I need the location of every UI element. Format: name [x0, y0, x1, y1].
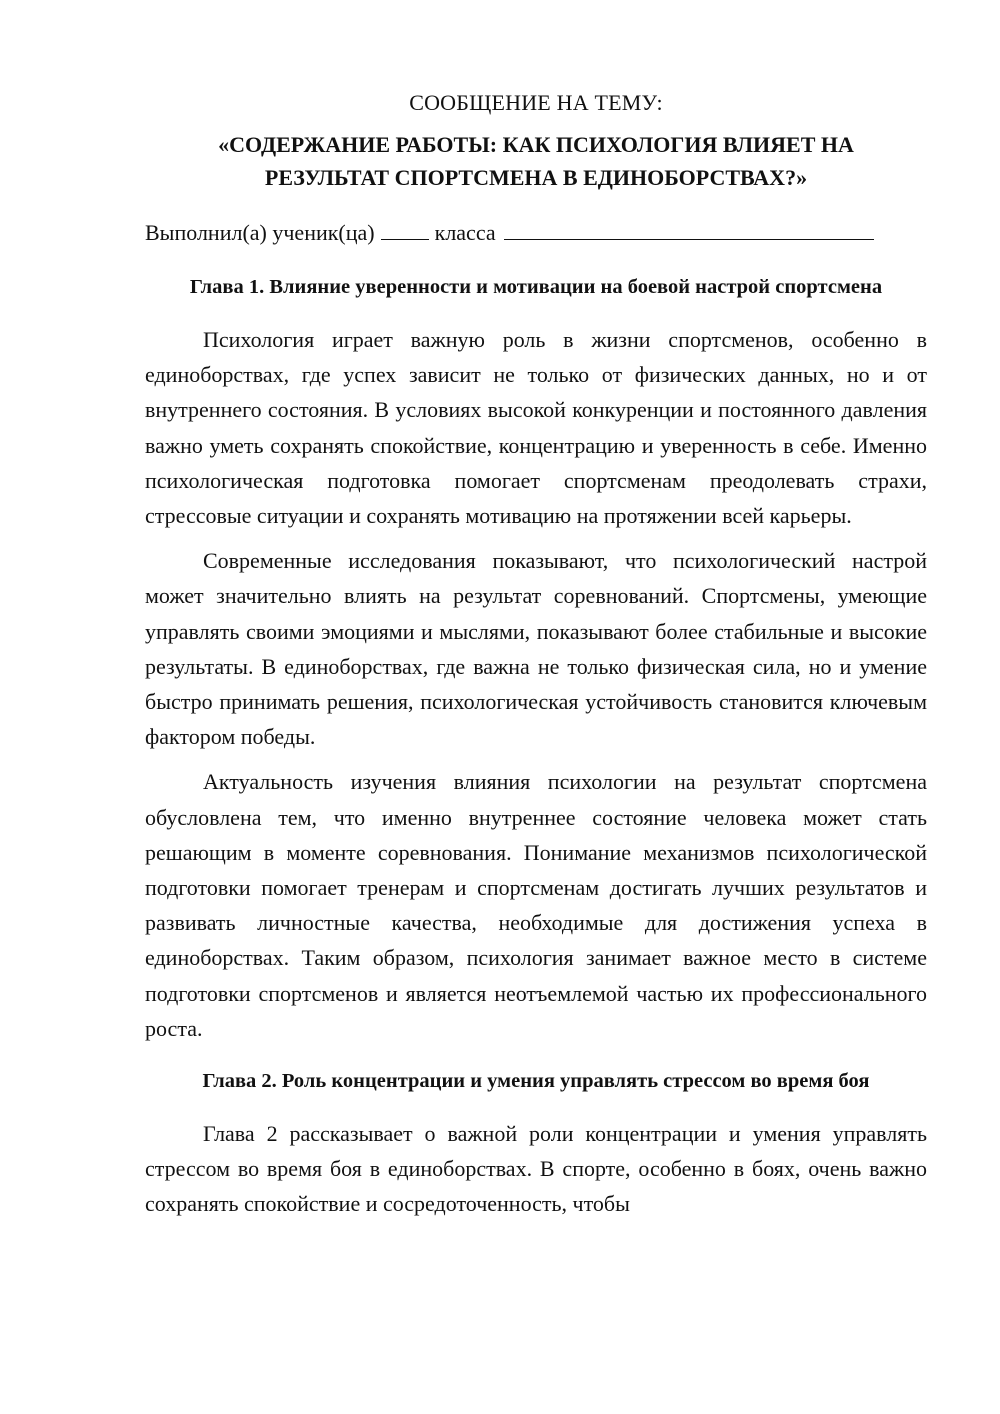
document-heading: СООБЩЕНИЕ НА ТЕМУ: — [409, 90, 663, 115]
class-label: класса — [434, 220, 496, 245]
chapter-1-paragraph-1: Психология играет важную роль в жизни спортсменов, особенно в единоборствах, где успех зависит не только от физических данных, но и от внутреннего состояния. В условиях высокой конкуренции и постоянного давления важно уметь сохранять спокойствие, концентрацию и уверенность в себе. Именно психологическая подготовка помогает спортсменам преодолевать страхи, стрессовые ситуации и сохранять мотивацию на протяжении всей карьеры. — [145, 327, 927, 529]
document-title — [145, 128, 927, 194]
author-line — [145, 217, 927, 248]
author-label: Выполнил(а) ученик(ца) — [145, 220, 375, 245]
document-content — [145, 88, 927, 1222]
chapter-1-paragraph-3: Актуальность изучения влияния психологии на результат спортсмена обусловлена тем, что именно внутреннее состояние человека может стать решающим в моменте соревнования. Понимание механизмов психологической подготовки помогает тренерам и спортсменам достигать лучших результатов и развивать личностные качества, необходимые для достижения успеха в единоборствах. Таким образом, психология занимает важное место в системе подготовки спортсменов и является неотъемлемой частью их профессионального роста. — [145, 769, 927, 1041]
author-name-blank — [504, 217, 874, 240]
document-title-line-2: РЕЗУЛЬТАТ СПОРТСМЕНА В ЕДИНОБОРСТВАХ?» — [264, 165, 808, 190]
document-title-line-1: «СОДЕРЖАНИЕ РАБОТЫ: КАК ПСИХОЛОГИЯ ВЛИЯЕТ НА — [218, 132, 854, 157]
chapter-1-paragraph-2: Современные исследования показывают, что психологический настрой может значительно влиять на результат соревнований. Спортсмены, умеющие управлять своими эмоциями и мыслями, показывают более стабильные и высокие результаты. В единоборствах, где важна не только физическая сила, но и умение быстро принимать решения, психологическая устойчивость становится ключевым фактором победы. — [145, 548, 927, 750]
chapter-1-title: Глава 1. Влияние уверенности и мотивации на боевой настрой спортсмена — [189, 276, 883, 298]
class-number-blank — [381, 217, 429, 240]
chapter-2-paragraph-1: Глава 2 рассказывает о важной роли концентрации и умения управлять стрессом во время боя в единоборствах. В спорте, особенно в боях, очень важно сохранять спокойствие и сосредоточенность, чтобы — [145, 1121, 927, 1217]
chapter-2-title: Глава 2. Роль концентрации и умения управлять стрессом во время боя — [202, 1070, 870, 1093]
